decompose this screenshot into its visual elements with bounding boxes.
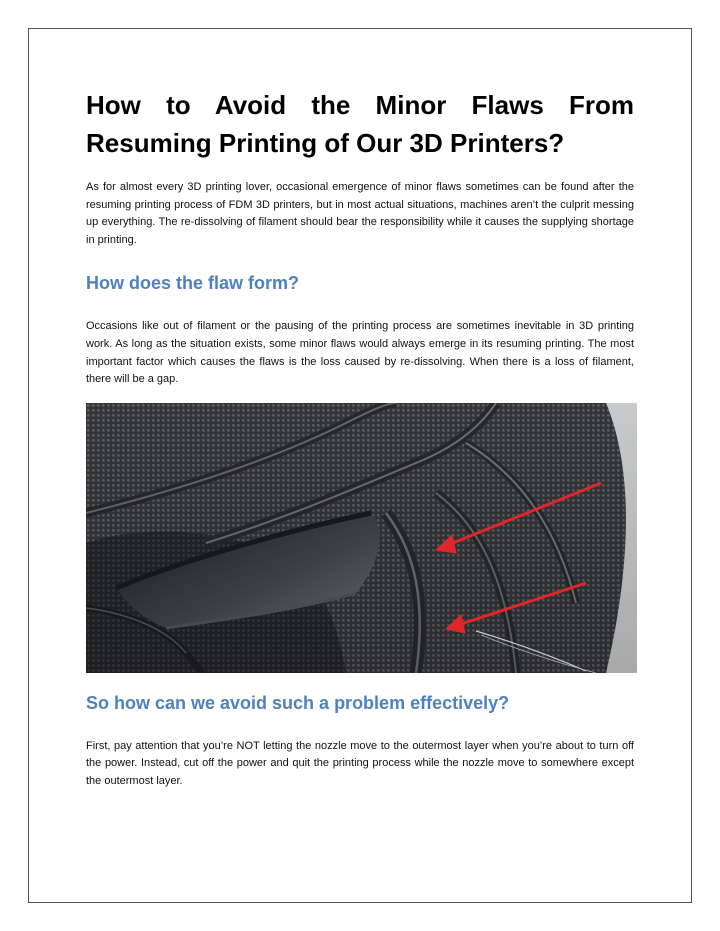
section-paragraph-flaw: Occasions like out of filament or the pausing of the printing process are sometimes inevitable in 3D printing work. As long as the situation exists, some minor flaws would always emerge in its resuming printing. The most important factor which causes the flaws is the loss caused by re-dissolving. When there is a loss of filament, there will be a gap. [86, 320, 634, 386]
intro-paragraph: As for almost every 3D printing lover, occasional emergence of minor flaws sometimes can be found after the resuming printing process of FDM 3D printers, but in most actual situations, machines aren’t the culprit messing up everything. The re-dissolving of filament should bear the responsibility while it causes the supplying shortage in printing. [86, 181, 634, 246]
page-title [86, 86, 634, 162]
page-title-line-2: Resuming Printing of Our 3D Printers? [86, 128, 565, 158]
article-content [86, 86, 634, 791]
section-heading-flaw: How does the flaw form? [86, 273, 300, 294]
mask-photo [86, 403, 637, 673]
section-heading-avoid: So how can we avoid such a problem effectively? [86, 692, 510, 713]
mask-illustration [86, 403, 637, 673]
section-paragraph-avoid: First, pay attention that you’re NOT letting the nozzle move to the outermost layer when you’re about to turn off the power. Instead, cut off the power and quit the printing process while the nozzle move to somewhere except the outermost layer. [86, 739, 634, 787]
page-title-line-1: How to Avoid the Minor Flaws From [86, 90, 634, 120]
